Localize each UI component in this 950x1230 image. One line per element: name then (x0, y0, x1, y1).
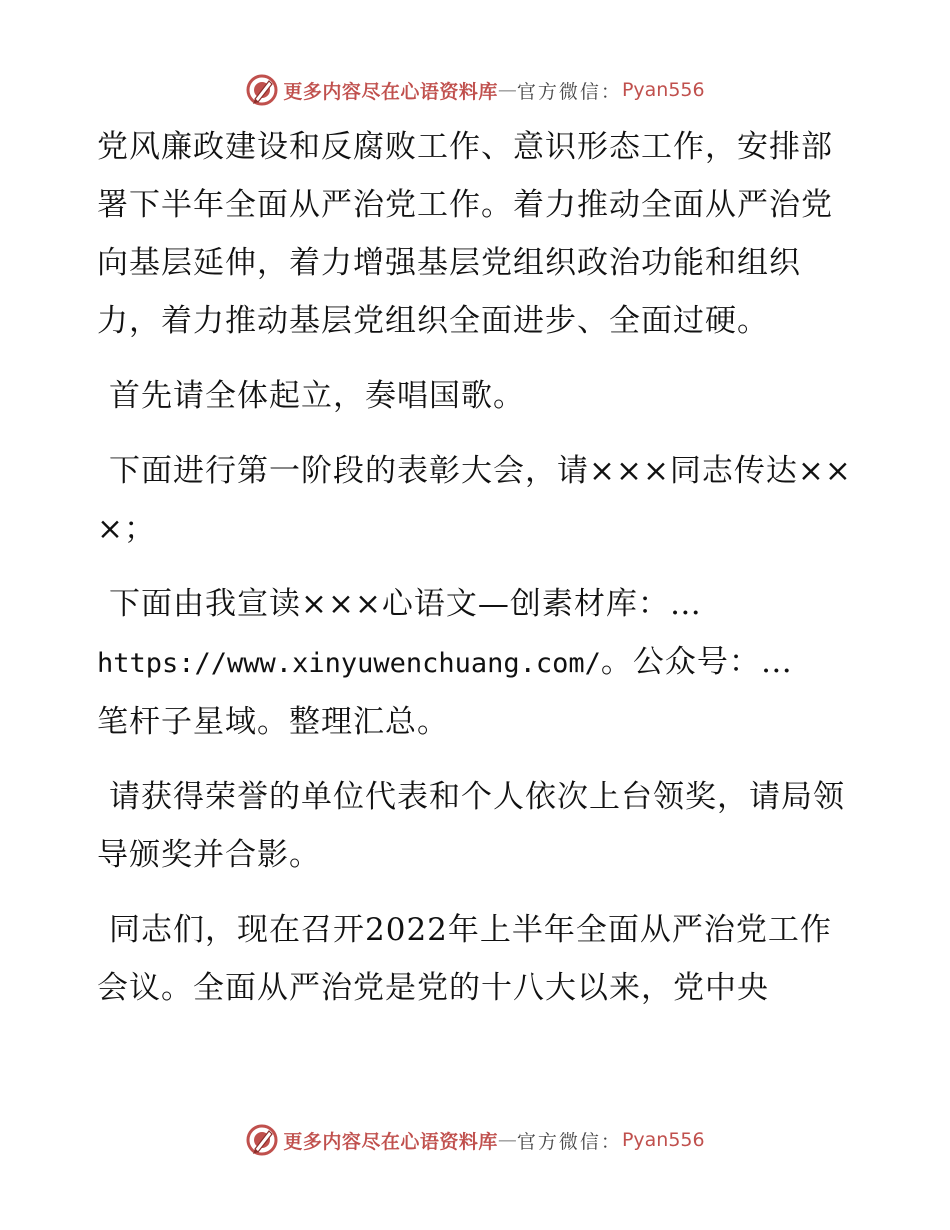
header-watermark-banner (0, 70, 950, 110)
paragraph-4-line-3: 笔杆子星域。整理汇总。 (97, 704, 449, 740)
paragraph-6: 同志们，现在召开2022年上半年全面从严治党工作会议。全面从严治党是党的十八大以来，党中央 (97, 912, 832, 1006)
banner-wechat-label: 官方微信： (516, 1130, 622, 1153)
document-body (97, 118, 857, 1034)
banner-slogan: 更多内容尽在心语资料库 (283, 80, 498, 103)
source-url: https://www.xinyuwenchuang.com/ (97, 648, 601, 679)
footer-watermark-banner (0, 1120, 950, 1160)
banner-dash: — (497, 1129, 517, 1151)
paragraph-3: 下面进行第一阶段的表彰大会，请×××同志传达×××； (97, 453, 852, 547)
paragraph-4-line-2-rest: 。公众号：… (600, 644, 793, 680)
banner-wechat-id: Pyan556 (621, 1129, 705, 1151)
paragraph-1: 党风廉政建设和反腐败工作、意识形态工作，安排部署下半年全面从严治党工作。着力推动全面从严治党向基层延伸，着力增强基层党组织政治功能和组织力，着力推动基层党组织全面进步、全面过硬。 (97, 129, 833, 339)
paragraph-5: 请获得荣誉的单位代表和个人依次上台领奖，请局领导颁奖并合影。 (97, 779, 845, 873)
banner-slogan: 更多内容尽在心语资料库 (283, 1130, 498, 1153)
paragraph-4-line-2 (97, 633, 857, 693)
paragraph-2: 首先请全体起立，奏唱国歌。 (109, 378, 525, 414)
banner-wechat-id: Pyan556 (621, 79, 705, 101)
pen-logo-icon (245, 1123, 279, 1157)
paragraph-4 (97, 575, 857, 751)
paragraph-4-line-1: 下面由我宣读×××心语文—创素材库：… (109, 586, 702, 622)
pen-logo-icon (245, 73, 279, 107)
banner-wechat-label: 官方微信： (516, 80, 622, 103)
banner-dash: — (497, 79, 517, 101)
